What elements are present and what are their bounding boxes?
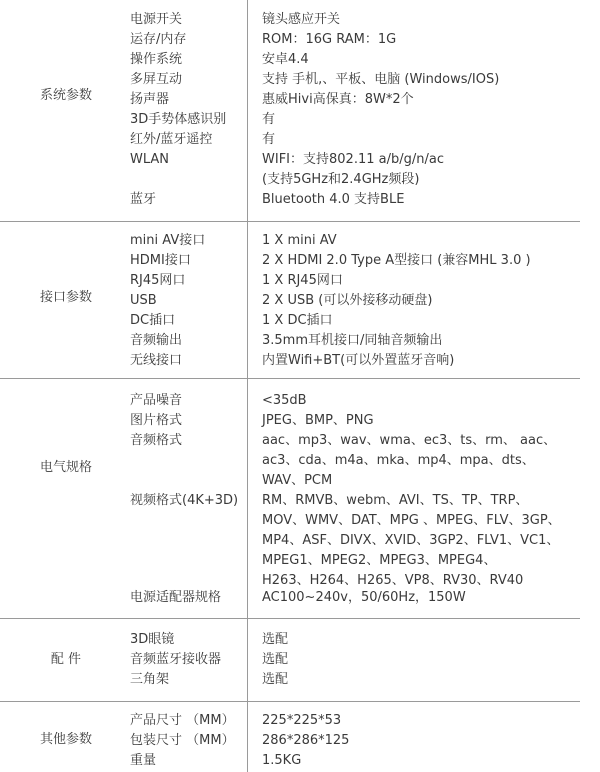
param-value-line: 安卓4.4	[262, 52, 309, 67]
param-label: 三角架	[130, 672, 170, 687]
param-value-line: H263、H264、H265、VP8、RV30、RV40	[262, 573, 524, 588]
param-label: 重量	[130, 753, 157, 768]
param-value-line: <35dB	[262, 393, 307, 408]
param-value-line: MP4、ASF、DIVX、XVID、3GP2、FLV1、VC1、	[262, 533, 560, 548]
param-value-line: 内置Wifi+BT(可以外置蓝牙音响)	[262, 353, 455, 368]
param-value-line: 286*286*125	[262, 733, 350, 748]
param-value-line: MPEG1、MPEG2、MPEG3、MPEG4、	[262, 553, 497, 568]
param-value-line: 1 X RJ45网口	[262, 273, 343, 288]
param-label: 音频蓝牙接收器	[130, 652, 222, 667]
param-value-line: AC100~240v，50/60Hz，150W	[262, 590, 466, 605]
param-label: 产品噪音	[130, 393, 183, 408]
row-divider	[0, 221, 580, 222]
param-value-line: 225*225*53	[262, 713, 342, 728]
param-value-line: 镜头感应开关	[262, 12, 341, 27]
param-value-line: WIFI：支持802.11 a/b/g/n/ac	[262, 152, 444, 167]
param-label: 无线接口	[130, 353, 183, 368]
param-label: 音频输出	[130, 333, 183, 348]
param-value-line: aac、mp3、wav、wma、ec3、ts、rm、 aac、	[262, 433, 557, 448]
param-label: 多屏互动	[130, 72, 183, 87]
param-label: 电源适配器规格	[130, 590, 222, 605]
param-value-line: 2 X USB (可以外接移动硬盘)	[262, 293, 433, 308]
param-value-line: (支持5GHz和2.4GHz频段)	[262, 172, 420, 187]
param-value-line: 1 X mini AV	[262, 233, 337, 248]
param-label: 产品尺寸 （MM）	[130, 713, 235, 728]
column-divider	[247, 378, 248, 618]
param-label: 电源开关	[130, 12, 183, 27]
section-category: 电气规格	[39, 460, 92, 475]
column-divider	[247, 701, 248, 772]
param-label: 3D手势体感识别	[130, 112, 227, 127]
param-value-line: 选配	[262, 652, 289, 667]
param-label: 运存/内存	[130, 32, 187, 47]
param-value-line: ROM：16G RAM：1G	[262, 32, 397, 47]
param-value-line: MOV、WMV、DAT、MPG 、MPEG、FLV、3GP、	[262, 513, 561, 528]
param-value-line: 选配	[262, 632, 289, 647]
section-category: 配 件	[50, 652, 82, 667]
param-label: 包装尺寸 （MM）	[130, 733, 235, 748]
param-value-line: JPEG、BMP、PNG	[262, 413, 374, 428]
param-label: 扬声器	[130, 92, 170, 107]
param-value-line: 有	[262, 132, 276, 147]
param-label: WLAN	[130, 152, 170, 167]
param-label: 音频格式	[130, 433, 183, 448]
param-label: USB	[130, 293, 157, 308]
param-value-line: Bluetooth 4.0 支持BLE	[262, 192, 405, 207]
param-label: 红外/蓝牙遥控	[130, 132, 213, 147]
param-label: 操作系统	[130, 52, 183, 67]
section-category: 其他参数	[39, 732, 92, 747]
column-divider	[247, 0, 248, 221]
param-value-line: ac3、cda、m4a、mka、mp4、mpa、dts、	[262, 453, 535, 468]
param-label: 图片格式	[130, 413, 183, 428]
param-value-line: 选配	[262, 672, 289, 687]
param-value-line: RM、RMVB、webm、AVI、TS、TP、TRP、	[262, 493, 529, 508]
row-divider	[0, 701, 580, 702]
param-value-line: WAV、PCM	[262, 473, 333, 488]
param-value-line: 2 X HDMI 2.0 Type A型接口 (兼容MHL 3.0 )	[262, 253, 531, 268]
param-value-line: 惠威Hivi高保真：8W*2个	[262, 92, 414, 107]
param-label: 蓝牙	[130, 192, 157, 207]
param-value-line: 1.5KG	[262, 753, 302, 768]
param-label: RJ45网口	[130, 273, 186, 288]
param-label: HDMI接口	[130, 253, 191, 268]
param-value-line: 有	[262, 112, 276, 127]
param-label: 视频格式(4K+3D)	[130, 493, 239, 508]
section-category: 接口参数	[39, 290, 92, 305]
row-divider	[0, 618, 580, 619]
param-label: DC插口	[130, 313, 176, 328]
section-category: 系统参数	[39, 88, 92, 103]
param-value-line: 3.5mm耳机接口/同轴音频输出	[262, 333, 443, 348]
param-value-line: 支持 手机,、平板、电脑 (Windows/IOS)	[262, 72, 500, 87]
param-label: 3D眼镜	[130, 632, 175, 647]
param-label: mini AV接口	[130, 233, 206, 248]
column-divider	[247, 618, 248, 701]
param-value-line: 1 X DC插口	[262, 313, 333, 328]
row-divider	[0, 378, 580, 379]
column-divider	[247, 221, 248, 378]
